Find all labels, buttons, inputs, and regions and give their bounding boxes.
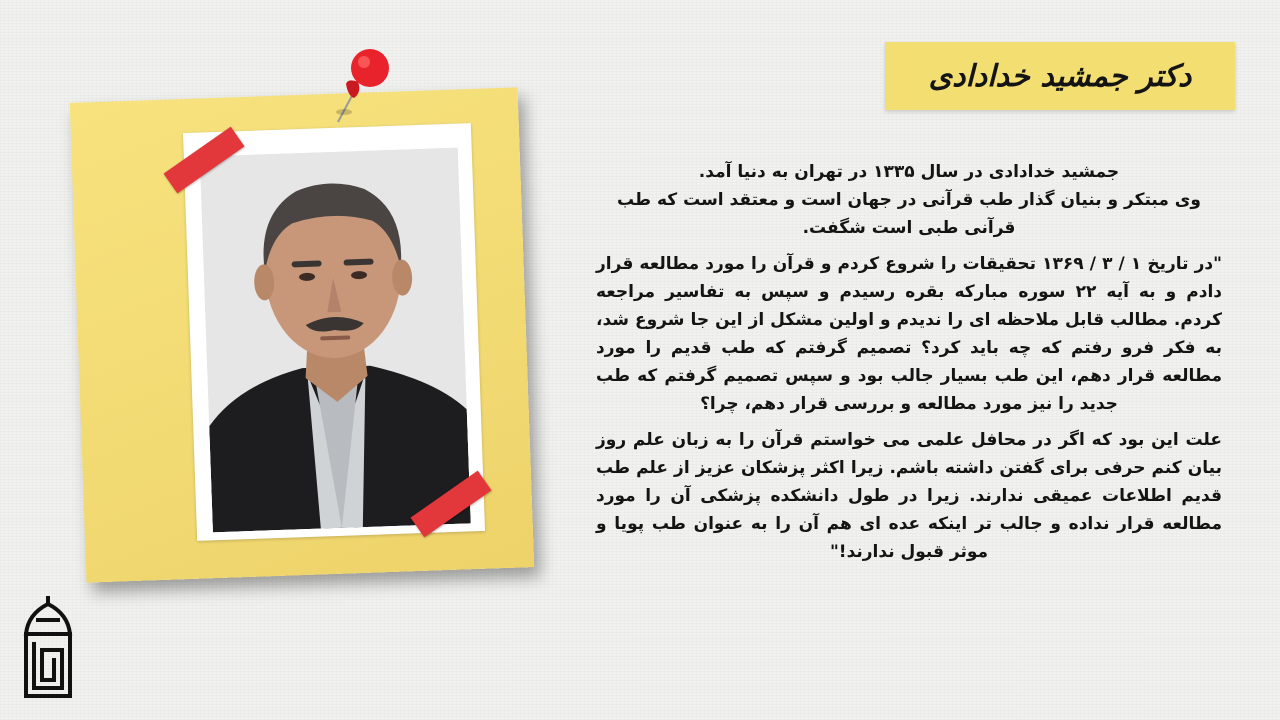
portrait-photo xyxy=(200,148,471,533)
quote-paragraph-1: "در تاریخ ۱ / ۳ / ۱۳۶۹ تحقیقات را شروع کردم و قرآن را مورد مطالعه قرار دادم و به آیه ۲۲ سوره مبارکه بقره رسیدم و سپس به تفاسیر مراجعه کردم. مطالب قابل ملاحظه ای را ندیدم و اولین مشکل از این جا شروع شد، به فکر فرو رفتم که چه باید کرد؟ تصمیم گرفتم که طب قدیم را مورد مطالعه قرار دهم، این طب بسیار جالب بود و سپس تصمیم گرفتم که طب جدید را نیز مورد مطالعه و بررسی قرار دهم، چرا؟ xyxy=(596,254,1223,414)
portrait-frame xyxy=(183,123,485,541)
intro-line-2: وی مبتکر و بنیان گذار طب قرآنی در جهان است و معتقد است که طب قرآنی طبی است شگفت. xyxy=(617,190,1201,238)
push-pin-icon xyxy=(318,40,398,130)
slide-title: دکتر جمشید خدادادی xyxy=(928,58,1192,94)
quote-paragraph-2: علت این بود که اگر در محافل علمی می خواستم قرآن را به زبان علم روز بیان کنم حرفی برای گفتن داشته باشم. زیرا اکثر پزشکان عزیز از علم طب قدیم اطلاعات عمیقی ندارند. زیرا در طول دانشکده پزشکی آن را مورد مطالعه قرار نداده و جالب تر اینکه عده ای هم آن را به عنوان طب پویا و موثر قبول ندارند!" xyxy=(596,430,1222,562)
intro-line-1: جمشید خدادادی در سال ۱۳۳۵ در تهران به دنیا آمد. xyxy=(698,162,1120,182)
biography-text xyxy=(596,158,1222,574)
kufic-mosque-logo-icon xyxy=(22,594,74,700)
title-banner xyxy=(885,42,1235,110)
